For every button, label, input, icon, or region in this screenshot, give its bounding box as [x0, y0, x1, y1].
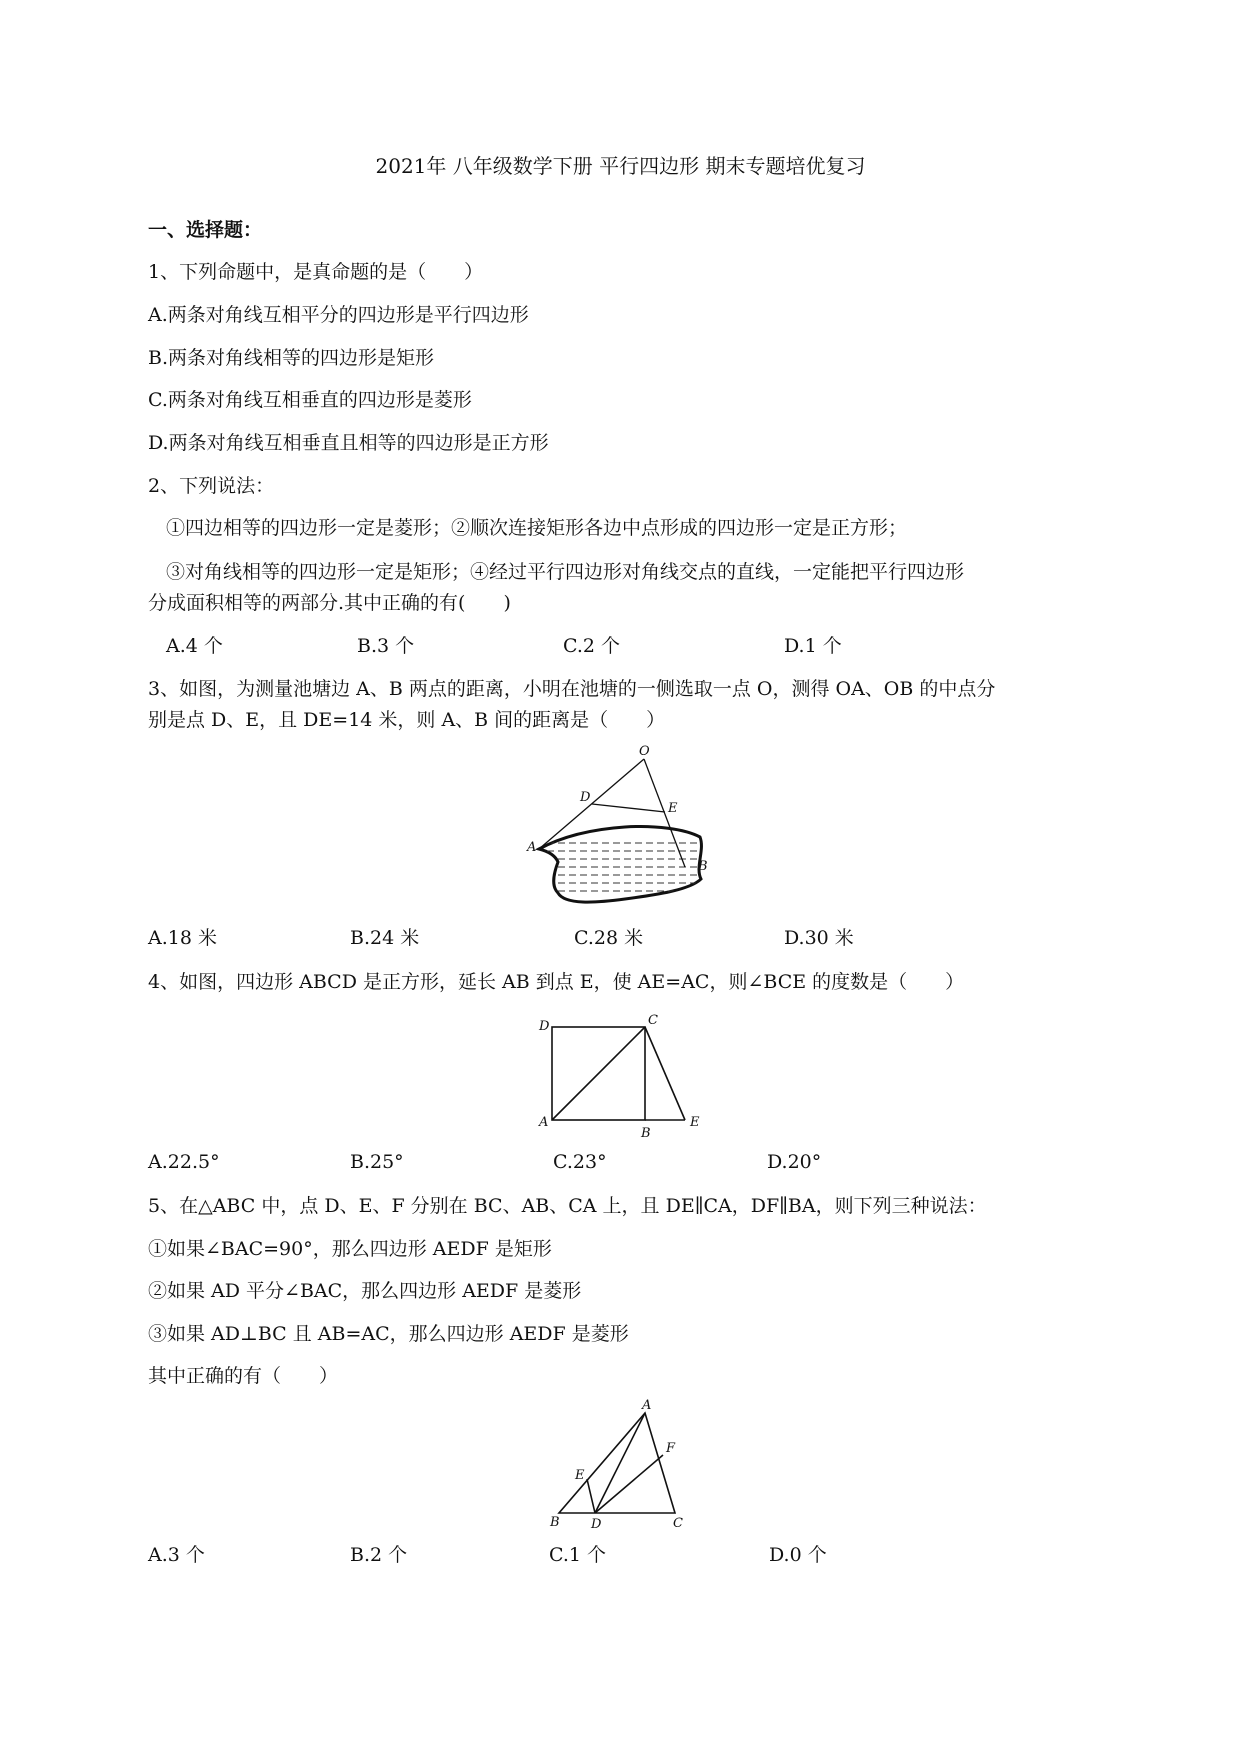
- q5-figure: [545, 1400, 695, 1535]
- q2-stem: 2、下列说法：: [148, 475, 275, 497]
- q3-option-d: D.30 米: [784, 927, 854, 949]
- q1-stem: 1、下列命题中，是真命题的是（ ）: [148, 261, 484, 283]
- q3-figure: [525, 745, 725, 920]
- q3-line2: 别是点 D、E，且 DE=14 米，则 A、B 间的距离是（ ）: [148, 709, 666, 731]
- q1-option-d: D.两条对角线互相垂直且相等的四边形是正方形: [148, 432, 549, 454]
- q2-option-a: A.4 个: [166, 635, 223, 657]
- segment-de: [592, 804, 665, 812]
- label-d: D: [539, 1019, 550, 1034]
- label-c: C: [673, 1516, 683, 1531]
- label-e: E: [668, 801, 678, 816]
- q5-stem: 5、在△ABC 中，点 D、E、F 分别在 BC、AB、CA 上，且 DE∥CA，DF∥BA，则下列三种说法：: [148, 1195, 987, 1217]
- q3-option-b: B.24 米: [350, 927, 420, 949]
- segment-ce: [645, 1027, 685, 1120]
- q4-option-a: A.22.5°: [148, 1151, 220, 1173]
- label-d: D: [591, 1517, 602, 1532]
- diagonal-ac: [552, 1027, 645, 1120]
- q3-option-a: A.18 米: [148, 927, 217, 949]
- triangle-abc: [559, 1413, 675, 1513]
- q4-figure: [535, 1010, 715, 1145]
- q2-line3: 分成面积相等的两部分.其中正确的有( ): [148, 592, 511, 614]
- q2-option-d: D.1 个: [784, 635, 842, 657]
- q2-option-b: B.3 个: [357, 635, 415, 657]
- q2-line1: ①四边相等的四边形一定是菱形；②顺次连接矩形各边中点形成的四边形一定是正方形；: [166, 517, 908, 539]
- label-b: B: [641, 1126, 651, 1141]
- q5-option-d: D.0 个: [769, 1544, 827, 1566]
- q5-option-b: B.2 个: [350, 1544, 408, 1566]
- label-c: C: [648, 1013, 658, 1028]
- label-a: A: [642, 1398, 652, 1413]
- q5-statement-1: ①如果∠BAC=90°，那么四边形 AEDF 是矩形: [148, 1238, 552, 1260]
- q4-option-d: D.20°: [767, 1151, 822, 1173]
- label-e: E: [575, 1468, 585, 1483]
- q4-option-b: B.25°: [350, 1151, 404, 1173]
- label-f: F: [666, 1441, 676, 1456]
- q1-option-c: C.两条对角线互相垂直的四边形是菱形: [148, 389, 472, 411]
- q4-stem: 4、如图，四边形 ABCD 是正方形，延长 AB 到点 E，使 AE=AC，则∠BCE 的度数是（ ）: [148, 971, 965, 993]
- q5-option-a: A.3 个: [148, 1544, 205, 1566]
- q5-statement-3: ③如果 AD⊥BC 且 AB=AC，那么四边形 AEDF 是菱形: [148, 1323, 629, 1345]
- label-a: A: [527, 840, 537, 855]
- q5-statement-2: ②如果 AD 平分∠BAC，那么四边形 AEDF 是菱形: [148, 1280, 582, 1302]
- label-e: E: [690, 1115, 700, 1130]
- q1-option-a: A.两条对角线互相平分的四边形是平行四边形: [148, 304, 529, 326]
- page-title: 2021年 八年级数学下册 平行四边形 期末专题培优复习: [375, 154, 866, 178]
- label-d: D: [580, 790, 591, 805]
- q3-option-c: C.28 米: [574, 927, 644, 949]
- segment-de: [587, 1479, 595, 1513]
- q1-option-b: B.两条对角线相等的四边形是矩形: [148, 347, 435, 369]
- label-o: O: [639, 744, 650, 759]
- label-a: A: [539, 1115, 549, 1130]
- segment-df: [595, 1455, 663, 1513]
- section-heading: 一、选择题：: [148, 219, 263, 241]
- q3-line1: 3、如图，为测量池塘边 A、B 两点的距离，小明在池塘的一侧选取一点 O，测得 OA、OB 的中点分: [148, 678, 996, 700]
- q5-option-c: C.1 个: [549, 1544, 607, 1566]
- q5-ask: 其中正确的有（ ）: [148, 1365, 339, 1387]
- q2-line2: ③对角线相等的四边形一定是矩形；④经过平行四边形对角线交点的直线，一定能把平行四边形: [166, 561, 965, 583]
- q4-option-c: C.23°: [553, 1151, 607, 1173]
- label-b: B: [550, 1515, 560, 1530]
- label-b: B: [698, 859, 708, 874]
- q2-option-c: C.2 个: [563, 635, 621, 657]
